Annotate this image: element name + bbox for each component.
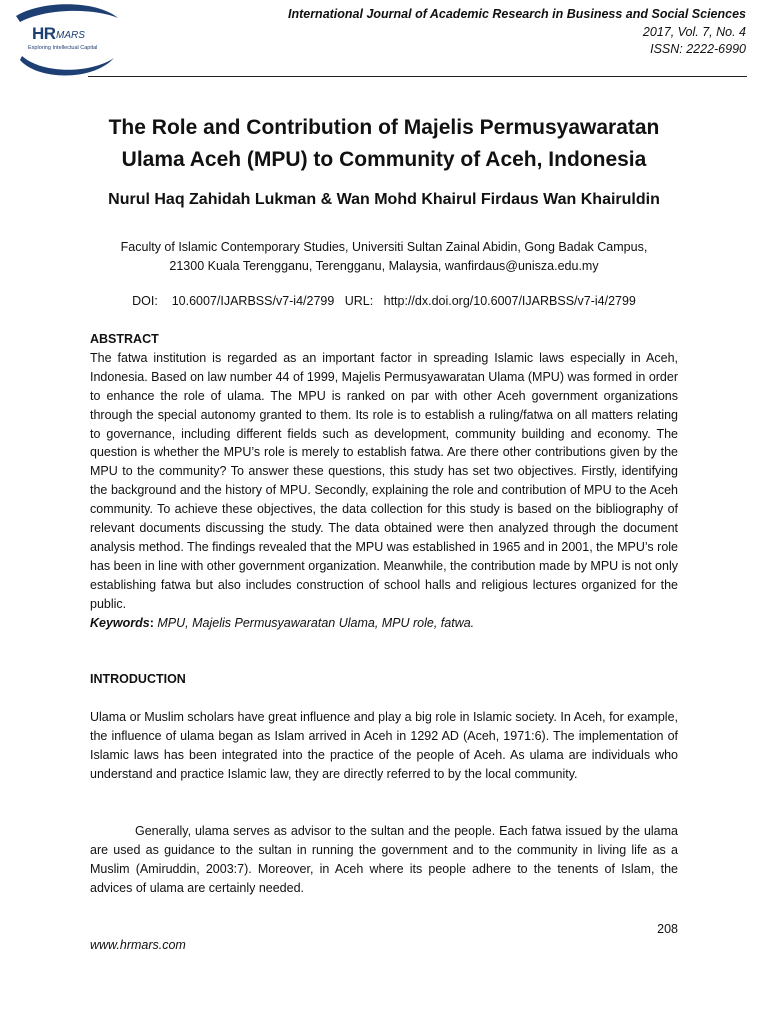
paper-authors: Nurul Haq Zahidah Lukman & Wan Mohd Khairul Firdaus Wan Khairuldin: [108, 191, 660, 208]
paper-title: [60, 112, 708, 176]
logo-swoosh-icon: [2, 2, 120, 80]
logo-hr-text: HR: [32, 24, 56, 43]
journal-title: International Journal of Academic Research in Business and Social Sciences: [287, 7, 746, 21]
affiliation-line2: 21300 Kuala Terengganu, Terengganu, Malaysia, wanfirdaus@unisza.edu.my: [169, 259, 599, 273]
abstract-text: The fatwa institution is regarded as an important factor in spreading Islamic laws especially in Aceh, Indonesia. Based on law number 44 of 1999, Majelis Permusyawaratan Ulama (MPU) was formed in order to enhance the role of ulama. The MPU is ranked on par with other Aceh government organizations through the special autonomy granted to them. Its role is to establish a ruling/fatwa on all matters relating to governance, including different fields such as development, community building and economy. The question is whether the MPU’s role is merely to establish fatwa. Are there other contributions given by the MPU to the community? To answer these questions, this study has set two objectives. Firstly, identifying the background and the history of MPU. Secondly, explaining the role and contribution of MPU to the Aceh community. To achieve these objectives, the data collection for this study is based on the bibliography of relevant documents discussing the study. The data obtained were then analyzed through the document analysis method. The findings revealed that the MPU was established in 1965 and in 2001, the MPU’s role has been in line with other government organization. Meanwhile, the contribution made by MPU is not only establishing fatwa but also includes construction of school halls and religious lectures organized for the public.: [90, 350, 678, 611]
logo-mars-text: MARS: [56, 30, 85, 41]
page-number: 208: [657, 922, 678, 936]
introduction-heading: [90, 670, 678, 689]
header-divider: [88, 76, 747, 77]
hrmars-logo: [2, 2, 120, 80]
logo-tagline: Exploring Intellectual Capital: [28, 45, 98, 51]
journal-header: [288, 6, 746, 59]
journal-issn: ISSN: 2222-6990: [650, 42, 746, 56]
introduction-title: INTRODUCTION: [90, 672, 186, 686]
paper-affiliation: [70, 238, 698, 276]
journal-volume: 2017, Vol. 7, No. 4: [642, 24, 746, 39]
website-footer: www.hrmars.com: [90, 938, 186, 952]
paper-title-line2: Ulama Aceh (MPU) to Community of Aceh, Indonesia: [121, 148, 647, 171]
keywords-separator: :: [149, 615, 154, 630]
introduction-paragraph-2: Generally, ulama serves as advisor to the sultan and the people. Each fatwa issued by the ulama are used as guidance to the sultan in running the government and to the community in living life as a Muslim (Amiruddin, 2003:7). Moreover, in Aceh where its people adhere to the tenents of Islam, the advices of ulama are certainly needed.: [90, 824, 678, 895]
affiliation-line1: Faculty of Islamic Contemporary Studies, Universiti Sultan Zainal Abidin, Gong Badak Campus,: [120, 240, 648, 254]
paper-title-line1: The Role and Contribution of Majelis Permusyawaratan: [108, 116, 660, 139]
abstract-section: [90, 330, 678, 633]
keywords-line: [90, 614, 678, 633]
abstract-heading: ABSTRACT: [90, 332, 159, 346]
keywords-text: MPU, Majelis Permusyawaratan Ulama, MPU role, fatwa.: [153, 615, 475, 630]
keywords-label: Keywords: [90, 615, 150, 630]
doi-line: DOI: 10.6007/IJARBSS/v7-i4/2799 URL: http://dx.doi.org/10.6007/IJARBSS/v7-i4/2799: [132, 294, 636, 308]
introduction-paragraph-1: Ulama or Muslim scholars have great influence and play a big role in Islamic society. In Aceh, for example, the influence of ulama began as Islam arrived in Aceh in 1292 AD (Aceh, 1971:6). The implementation of Islamic laws has been integrated into the practice of the people of Aceh. As ulama are individuals who understand and practice Islamic law, they are directly referred to by the local community.: [90, 710, 678, 781]
